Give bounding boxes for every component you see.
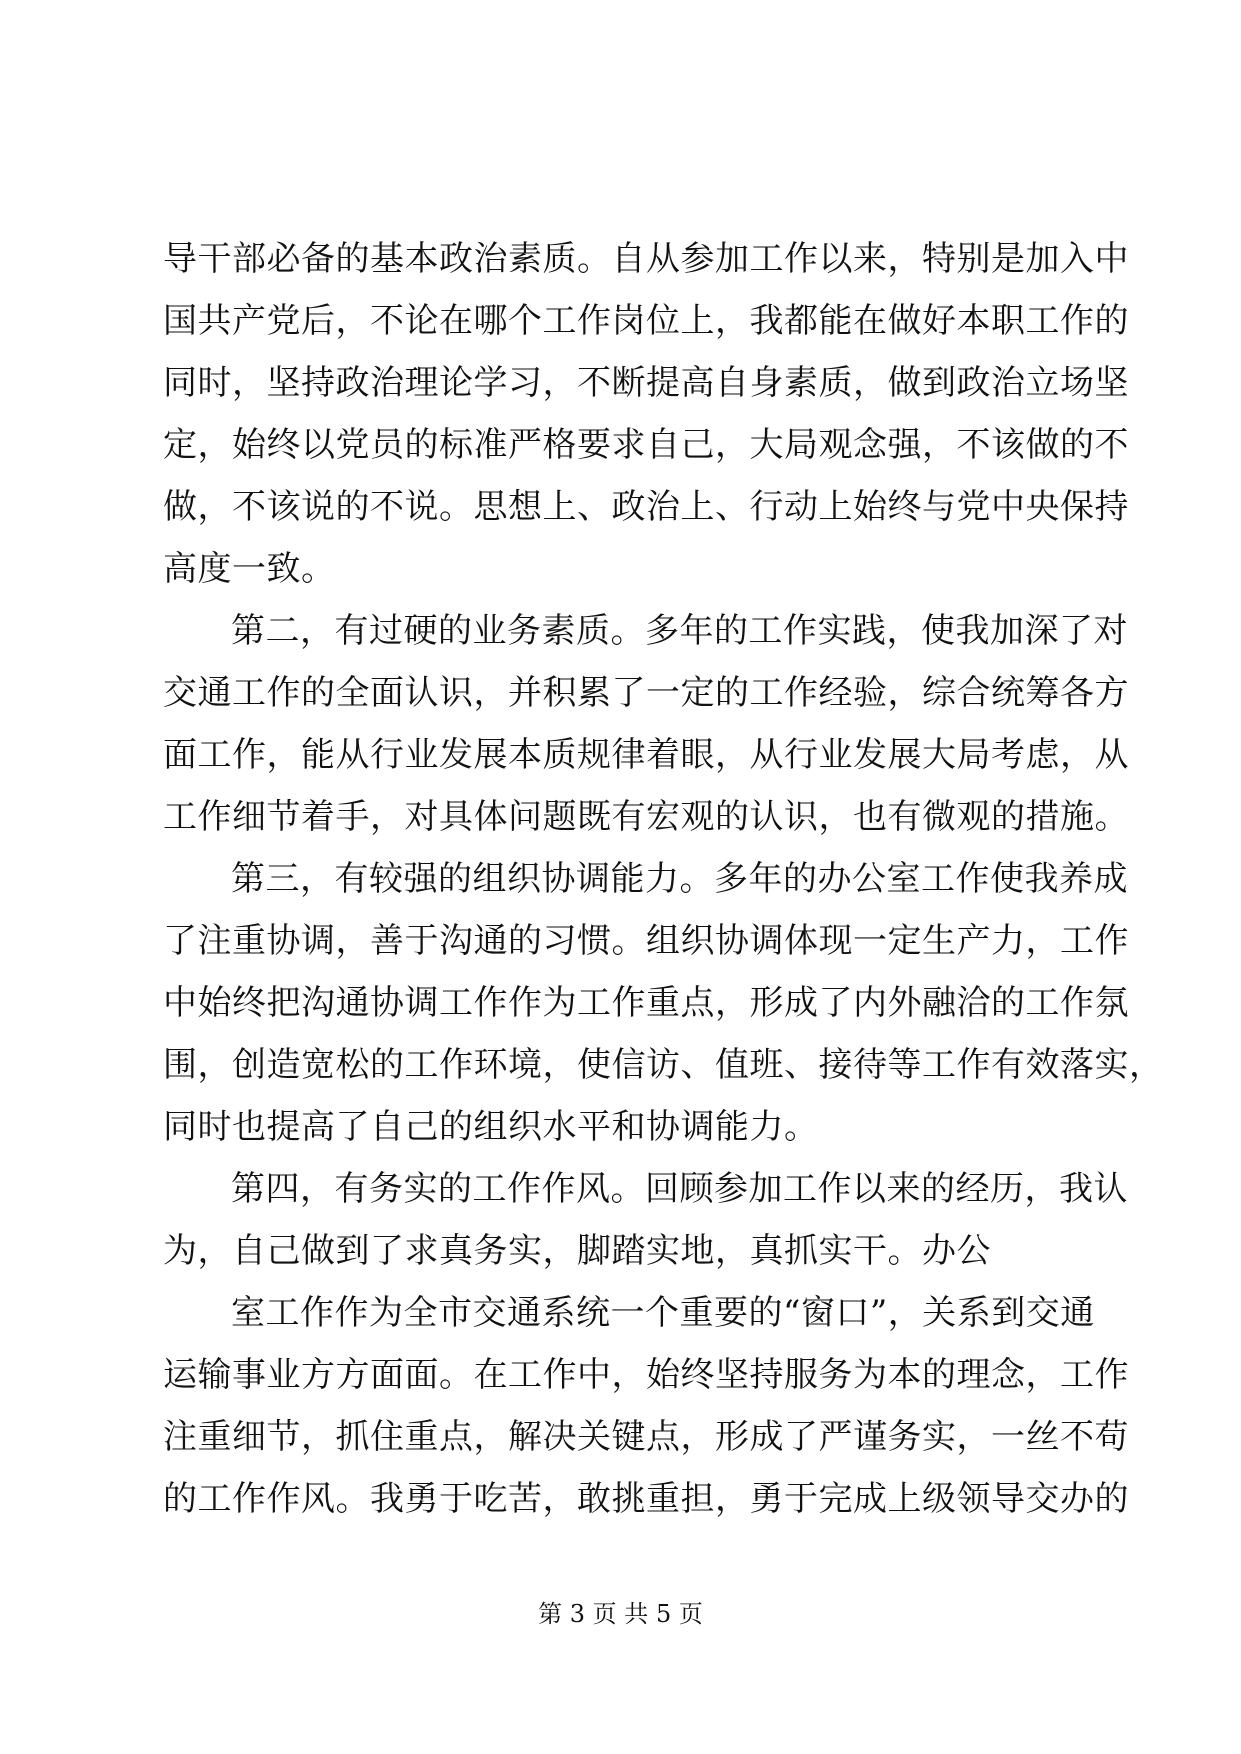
paragraph-start-line: 室工作作为全市交通系统一个重要的“窗口”，关系到交通 — [231, 1293, 1095, 1333]
text-line: 同时也提高了自己的组织水平和协调能力。 — [163, 1107, 819, 1147]
text-line: 为，自己做到了求真务实，脚踏实地，真抓实干。办公 — [163, 1231, 991, 1271]
text-line: 做，不该说的不说。思想上、政治上、行动上始终与党中央保持 — [163, 487, 1129, 527]
text-line: 运输事业方方面面。在工作中，始终坚持服务为本的理念，工作 — [163, 1355, 1129, 1395]
text-line: 注重细节，抓住重点，解决关键点，形成了严谨务实，一丝不苟 — [163, 1417, 1129, 1457]
text-line: 了注重协调，善于沟通的习惯。组织协调体现一定生产力，工作 — [163, 921, 1129, 961]
paragraph-start-line: 第四，有务实的工作作风。回顾参加工作以来的经历，我认 — [231, 1169, 1128, 1209]
text-line: 交通工作的全面认识，并积累了一定的工作经验，综合统筹各方 — [163, 673, 1129, 713]
body-text — [163, 228, 1164, 1530]
text-line: 定，始终以党员的标准严格要求自己，大局观念强，不该做的不 — [163, 425, 1129, 465]
text-line: 中始终把沟通协调工作作为工作重点，形成了内外融洽的工作氛 — [163, 983, 1129, 1023]
text-line: 围，创造宽松的工作环境，使信访、值班、接待等工作有效落实， — [163, 1045, 1164, 1085]
text-line: 的工作作风。我勇于吃苦，敢挑重担，勇于完成上级领导交办的 — [163, 1479, 1129, 1519]
text-line: 导干部必备的基本政治素质。自从参加工作以来，特别是加入中 — [163, 239, 1129, 279]
paragraph-start-line: 第二，有过硬的业务素质。多年的工作实践，使我加深了对 — [231, 611, 1128, 651]
page-number-footer: 第 3 页 共 5 页 — [538, 1600, 703, 1628]
text-line: 工作细节着手，对具体问题既有宏观的认识，也有微观的措施。 — [163, 797, 1129, 837]
text-line: 高度一致。 — [163, 549, 336, 589]
text-line: 同时，坚持政治理论学习，不断提高自身素质，做到政治立场坚 — [163, 363, 1129, 403]
paragraph-start-line: 第三，有较强的组织协调能力。多年的办公室工作使我养成 — [231, 859, 1128, 899]
text-line: 面工作，能从行业发展本质规律着眼，从行业发展大局考虑，从 — [163, 735, 1129, 775]
text-line: 国共产党后，不论在哪个工作岗位上，我都能在做好本职工作的 — [163, 301, 1129, 341]
